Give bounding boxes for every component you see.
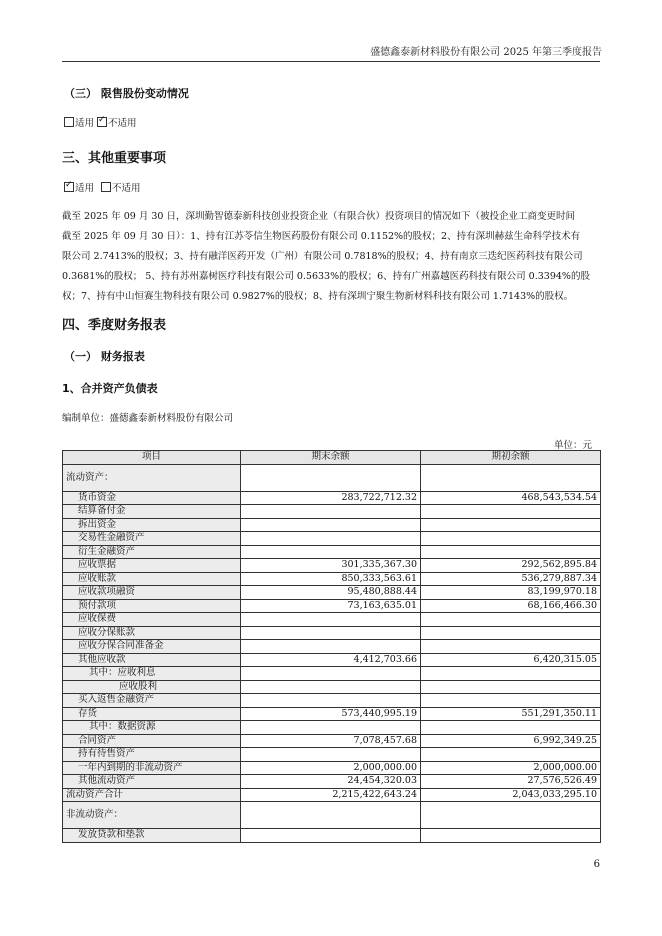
header-divider: [62, 61, 600, 62]
end-balance-cell: 2,000,000.00: [241, 761, 421, 775]
other-matters-heading: 三、其他重要事项: [62, 151, 167, 166]
paragraph-line: 权；7、持有中山恒赛生物科技有限公司 0.9827%的股权；8、持有深圳宁聚生物新材料科技有限公司 1.7143%的股权。: [62, 291, 574, 302]
paragraph-line: 0.3681%的股权； 5、持有苏州嘉树医疗科技有限公司 0.5633%的股权；6、持有广州嘉越医药科技有限公司 0.3394%的股: [62, 271, 590, 282]
end-balance-cell: 301,335,367.30: [241, 559, 421, 573]
begin-balance-cell: 27,576,526.49: [421, 775, 601, 789]
end-balance-cell: [241, 802, 421, 829]
row-label: 结算备付金: [63, 505, 241, 519]
investment-paragraph: [62, 207, 602, 307]
begin-balance-cell: 6,420,315.05: [421, 653, 601, 667]
row-label: 买入返售金融资产: [63, 694, 241, 708]
table-row: [63, 761, 601, 775]
begin-balance-cell: 2,000,000.00: [421, 761, 601, 775]
begin-balance-cell: 6,992,349.25: [421, 734, 601, 748]
table-row: [63, 505, 601, 519]
balance-sheet-table: [62, 450, 601, 843]
begin-balance-cell: [421, 694, 601, 708]
table-row: [63, 532, 601, 546]
begin-balance-cell: [421, 680, 601, 694]
end-balance-cell: [241, 532, 421, 546]
begin-balance-cell: [421, 613, 601, 627]
end-balance-cell: [241, 464, 421, 491]
end-balance-cell: 7,078,457.68: [241, 734, 421, 748]
begin-balance-cell: [421, 802, 601, 829]
end-balance-cell: 24,454,320.03: [241, 775, 421, 789]
table-row: [63, 667, 601, 681]
row-label: 应收款项融资: [63, 586, 241, 600]
table-row: [63, 491, 601, 505]
begin-balance-cell: [421, 505, 601, 519]
end-balance-cell: [241, 640, 421, 654]
restricted-shares-heading: （三） 限售股份变动情况: [64, 87, 189, 100]
not-apply-checkbox[interactable]: [101, 182, 111, 192]
table-row: [63, 802, 601, 829]
table-row: [63, 545, 601, 559]
apply-checkbox-checked[interactable]: [64, 182, 74, 192]
end-balance-cell: [241, 694, 421, 708]
apply-label: 适用: [75, 183, 95, 194]
row-label: 非流动资产：: [63, 802, 241, 829]
begin-balance-cell: [421, 626, 601, 640]
row-label: 发放贷款和垫款: [63, 829, 241, 843]
end-balance-cell: [241, 667, 421, 681]
row-label: 其中：数据资源: [63, 721, 241, 735]
row-label: 合同资产: [63, 734, 241, 748]
apply-checkbox[interactable]: [64, 117, 74, 127]
table-row: [63, 694, 601, 708]
table-row: [63, 640, 601, 654]
begin-balance-cell: [421, 640, 601, 654]
begin-balance-cell: 68,166,466.30: [421, 599, 601, 613]
restricted-shares-options: [64, 115, 137, 129]
row-label: 存货: [63, 707, 241, 721]
row-label: 应收保费: [63, 613, 241, 627]
end-balance-cell: [241, 829, 421, 843]
table-row: [63, 559, 601, 573]
page-number: 6: [593, 859, 600, 870]
column-header-item: 项目: [63, 451, 241, 465]
row-label: 拆出资金: [63, 518, 241, 532]
end-balance-cell: [241, 721, 421, 735]
table-row: [63, 653, 601, 667]
end-balance-cell: 4,412,703.66: [241, 653, 421, 667]
end-balance-cell: 2,215,422,643.24: [241, 788, 421, 802]
table-row: [63, 464, 601, 491]
table-header-row: [63, 451, 601, 465]
begin-balance-cell: [421, 748, 601, 762]
row-label: 应收账款: [63, 572, 241, 586]
row-label: 应收分保合同准备金: [63, 640, 241, 654]
begin-balance-cell: 468,543,534.54: [421, 491, 601, 505]
paragraph-line: 截至 2025 年 09 月 30 日，深圳勤智德泰新科技创业投资企业（有限合伙）投资项目的情况如下（被投企业工商变更时间: [62, 211, 575, 222]
row-label: 其中：应收利息: [63, 667, 241, 681]
row-label: 衍生金融资产: [63, 545, 241, 559]
not-apply-checkbox-checked[interactable]: [97, 117, 107, 127]
table-row: [63, 707, 601, 721]
end-balance-cell: 283,722,712.32: [241, 491, 421, 505]
unit-label: 单位：元: [553, 440, 592, 451]
table-row: [63, 829, 601, 843]
table-row: [63, 518, 601, 532]
begin-balance-cell: 292,562,895.84: [421, 559, 601, 573]
begin-balance-cell: 83,199,970.18: [421, 586, 601, 600]
begin-balance-cell: [421, 532, 601, 546]
end-balance-cell: 95,480,888.44: [241, 586, 421, 600]
not-apply-label: 不适用: [108, 118, 137, 129]
table-row: [63, 734, 601, 748]
end-balance-cell: 73,163,635.01: [241, 599, 421, 613]
table-row: [63, 599, 601, 613]
paragraph-line: 限公司 2.7413%的股权；3、持有融洋医药开发（广州）有限公司 0.7818%的股权；4、持有南京三迭纪医药科技有限公司: [62, 251, 583, 262]
row-label: 货币资金: [63, 491, 241, 505]
row-label: 预付款项: [63, 599, 241, 613]
row-label: 持有待售资产: [63, 748, 241, 762]
table-row: [63, 748, 601, 762]
end-balance-cell: 850,333,563.61: [241, 572, 421, 586]
not-apply-label: 不适用: [112, 183, 141, 194]
begin-balance-cell: 536,279,887.34: [421, 572, 601, 586]
end-balance-cell: 573,440,995.19: [241, 707, 421, 721]
row-label: 其他应收款: [63, 653, 241, 667]
row-label: 应收票据: [63, 559, 241, 573]
row-label: 其他流动资产: [63, 775, 241, 789]
begin-balance-cell: 2,043,033,295.10: [421, 788, 601, 802]
compiler-label: 编制单位：盛德鑫泰新材料股份有限公司: [62, 413, 234, 424]
row-label: 交易性金融资产: [63, 532, 241, 546]
table-row: [63, 680, 601, 694]
row-label: 应收股利: [63, 680, 241, 694]
table-row: [63, 721, 601, 735]
begin-balance-cell: [421, 667, 601, 681]
column-header-end-balance: 期末余额: [241, 451, 421, 465]
financial-statements-heading: 四、季度财务报表: [62, 318, 167, 333]
table-row: [63, 586, 601, 600]
end-balance-cell: [241, 748, 421, 762]
row-label: 流动资产：: [63, 464, 241, 491]
begin-balance-cell: [421, 464, 601, 491]
table-row: [63, 775, 601, 789]
row-label: 一年内到期的非流动资产: [63, 761, 241, 775]
row-label: 应收分保账款: [63, 626, 241, 640]
begin-balance-cell: [421, 518, 601, 532]
end-balance-cell: [241, 680, 421, 694]
table-row: [63, 626, 601, 640]
row-label: 流动资产合计: [63, 788, 241, 802]
begin-balance-cell: [421, 545, 601, 559]
end-balance-cell: [241, 613, 421, 627]
end-balance-cell: [241, 518, 421, 532]
column-header-begin-balance: 期初余额: [421, 451, 601, 465]
table-row: [63, 613, 601, 627]
report-header-title: 盛德鑫泰新材料股份有限公司 2025 年第三季度报告: [370, 47, 602, 58]
end-balance-cell: [241, 626, 421, 640]
paragraph-line: 截至 2025 年 09 月 30 日）：1、持有江苏苓信生物医药股份有限公司 0.1152%的股权；2、持有深圳赫兹生命科学技术有: [62, 231, 581, 242]
begin-balance-cell: [421, 829, 601, 843]
other-matters-options: [64, 180, 141, 194]
end-balance-cell: [241, 505, 421, 519]
apply-label: 适用: [75, 118, 95, 129]
begin-balance-cell: [421, 721, 601, 735]
table-row: [63, 572, 601, 586]
table-row: [63, 788, 601, 802]
begin-balance-cell: 551,291,350.11: [421, 707, 601, 721]
financial-reports-subheading: （一） 财务报表: [64, 350, 145, 363]
end-balance-cell: [241, 545, 421, 559]
balance-sheet-title: 1、合并资产负债表: [62, 382, 158, 395]
